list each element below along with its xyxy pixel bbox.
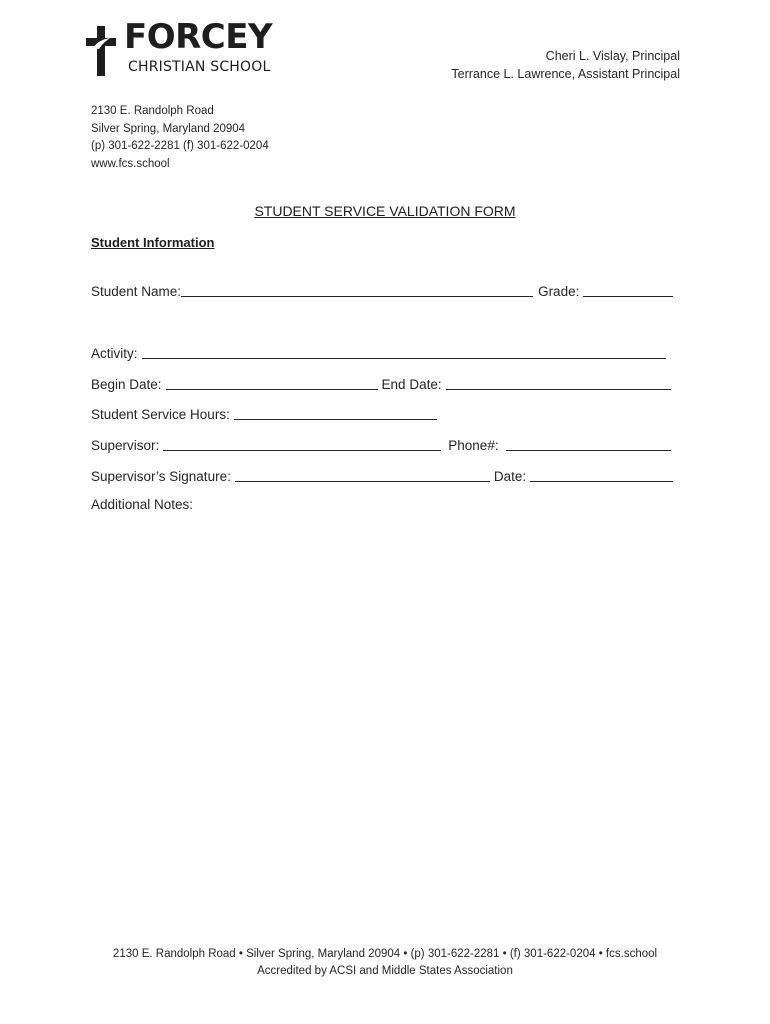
form-title: STUDENT SERVICE VALIDATION FORM xyxy=(254,203,516,219)
service-hours-label: Student Service Hours: xyxy=(91,407,230,422)
student-name-label: Student Name: xyxy=(91,284,182,299)
address-phone-fax: (p) 301-622-2281 (f) 301-622-0204 xyxy=(91,140,269,152)
address-website: www.fcs.school xyxy=(91,157,170,170)
footer-contact: 2130 E. Randolph Road • Silver Spring, Maryland 20904 • (p) 301-622-2281 • (f) 301-622-0204 • fcs.school xyxy=(112,948,658,960)
activity-row xyxy=(91,344,666,361)
page-footer xyxy=(0,946,770,980)
service-hours-field[interactable] xyxy=(234,405,437,420)
assistant-principal-name: Terrance L. Lawrence, Assistant Principal xyxy=(451,67,680,81)
phone-field[interactable] xyxy=(506,436,671,451)
principal-name: Cheri L. Vislay, Principal xyxy=(545,49,680,63)
signature-row xyxy=(91,467,673,484)
student-name-row xyxy=(91,282,673,299)
date-field[interactable] xyxy=(530,467,673,482)
dates-row xyxy=(91,375,671,392)
begin-date-field[interactable] xyxy=(166,375,378,390)
section-title: Student Information xyxy=(91,235,215,250)
signature-field[interactable] xyxy=(235,467,490,482)
logo-subtitle: CHRISTIAN SCHOOL xyxy=(128,59,271,75)
activity-field[interactable] xyxy=(142,344,666,359)
end-date-field[interactable] xyxy=(446,375,671,390)
additional-notes-label: Additional Notes: xyxy=(91,497,194,512)
end-date-label: End Date: xyxy=(381,377,442,392)
supervisor-label: Supervisor: xyxy=(91,438,160,453)
cross-icon xyxy=(86,26,124,76)
phone-label: Phone#: xyxy=(448,438,499,453)
address-city: Silver Spring, Maryland 20904 xyxy=(91,122,246,135)
activity-label: Activity: xyxy=(91,346,138,361)
footer-accreditation: Accredited by ACSI and Middle States Association xyxy=(257,965,513,977)
staff-list xyxy=(451,47,680,83)
grade-field[interactable] xyxy=(583,282,673,297)
student-name-field[interactable] xyxy=(181,282,533,297)
signature-label: Supervisor’s Signature: xyxy=(91,469,231,484)
supervisor-row xyxy=(91,436,671,453)
date-label: Date: xyxy=(493,469,527,484)
supervisor-field[interactable] xyxy=(163,436,441,451)
school-address xyxy=(91,103,269,173)
address-street: 2130 E. Randolph Road xyxy=(91,105,214,117)
additional-notes-row xyxy=(91,497,193,512)
service-hours-row xyxy=(91,405,437,422)
begin-date-label: Begin Date: xyxy=(91,377,162,392)
school-logo xyxy=(86,17,286,80)
grade-label: Grade: xyxy=(538,284,580,299)
logo-wordmark: FORCEY xyxy=(124,17,273,57)
